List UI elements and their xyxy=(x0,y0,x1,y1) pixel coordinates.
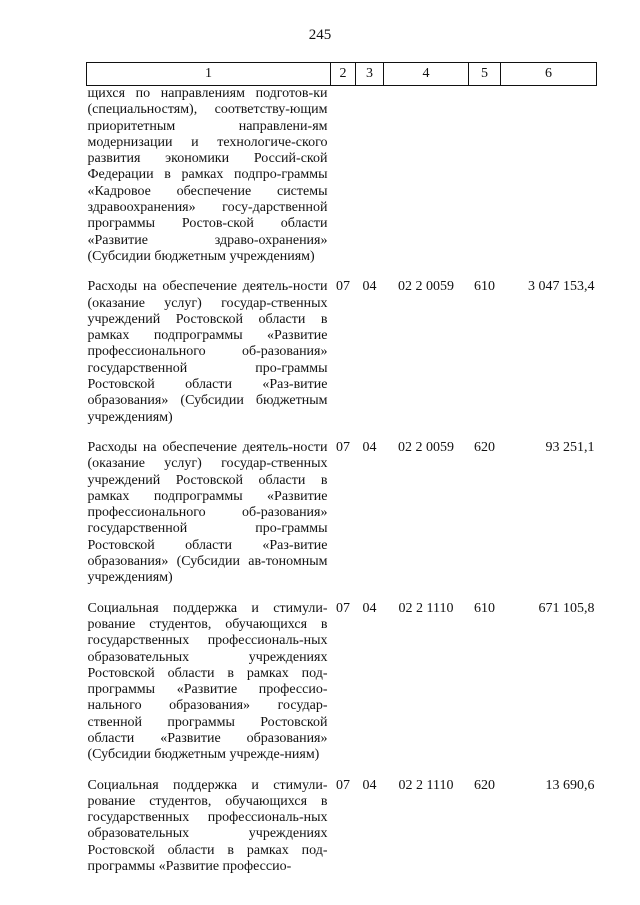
header-row xyxy=(87,63,597,86)
page-number: 245 xyxy=(308,27,332,43)
table-row xyxy=(87,265,597,426)
row-expense-type: 620 xyxy=(474,777,495,793)
table-row xyxy=(87,86,597,266)
row-description: Социальная поддержка и стимули-рование студентов, обучающихся в государственных профессиональ-ных образовательных учреждениях Ростовской области в рамках под-программы «Развитие профессио-нального образования» государ-ственной программы Ростовской области «Развитие образования» (Субсидии бюджетным учрежде-ниям) xyxy=(87,600,328,763)
row-description: Расходы на обеспечение деятель-ности (оказание услуг) государ-ственных учреждений Ростовской области в рамках подпрограммы «Развитие профессионального об-разования» государственной про-граммы Ростовской области «Раз-витие образования» (Субсидии бюджетным учреждениям) xyxy=(87,279,328,425)
row-description: щихся по направлениям подготов-ки (специальностям), соответству-ющим приоритетным направлени-ям модернизации и технологиче-ского развития экономики Россий-ской Федерации в рамках подпро-граммы «Кадровое обеспечение системы здравоохранения» госу-дарственной программы Ростов-ской области «Развитие здраво-охранения» (Субсидии бюджетным учреждениям) xyxy=(87,86,328,264)
row-section: 07 xyxy=(336,439,350,455)
row-amount: 93 251,1 xyxy=(545,439,595,455)
table-row xyxy=(87,426,597,587)
row-target-article: 02 2 1110 xyxy=(398,600,454,616)
row-target-article xyxy=(384,86,469,266)
row-subsection: 04 xyxy=(362,439,377,455)
row-description: Социальная поддержка и стимули-рование студентов, обучающихся в государственных профессиональ-ных образовательных учреждениях Ростовской области в рамках под-программы «Развитие профессио- xyxy=(87,777,328,875)
row-expense-type: 610 xyxy=(474,600,495,616)
row-subsection: 04 xyxy=(362,777,377,793)
column-header-amount: 6 xyxy=(501,63,597,86)
row-amount: 3 047 153,4 xyxy=(528,279,595,295)
row-section: 07 xyxy=(336,279,350,295)
row-section: 07 xyxy=(336,777,350,793)
row-subsection xyxy=(356,86,384,266)
row-expense-type: 610 xyxy=(474,279,495,295)
budget-table xyxy=(86,62,597,875)
row-amount xyxy=(501,86,597,266)
table-row xyxy=(87,764,597,876)
column-header-expense-type: 5 xyxy=(469,63,501,86)
row-amount: 13 690,6 xyxy=(545,777,595,793)
table-row xyxy=(87,587,597,764)
column-header-section: 2 xyxy=(331,63,356,86)
column-header-description: 1 xyxy=(87,63,331,86)
row-subsection: 04 xyxy=(362,600,377,616)
row-amount: 671 105,8 xyxy=(538,600,595,616)
row-target-article: 02 2 0059 xyxy=(398,439,454,455)
row-section xyxy=(331,86,356,266)
row-target-article: 02 2 0059 xyxy=(398,279,454,295)
row-target-article: 02 2 1110 xyxy=(398,777,454,793)
row-section: 07 xyxy=(336,600,350,616)
column-header-subsection: 3 xyxy=(356,63,384,86)
row-expense-type: 620 xyxy=(474,439,495,455)
column-header-target-article: 4 xyxy=(384,63,469,86)
row-subsection: 04 xyxy=(362,279,377,295)
row-expense-type xyxy=(469,86,501,266)
row-description: Расходы на обеспечение деятель-ности (оказание услуг) государ-ственных учреждений Ростовской области в рамках подпрограммы «Развитие профессионального об-разования» государственной про-граммы Ростовской области «Раз-витие образования» (Субсидии ав-тономным учреждениям) xyxy=(87,439,328,586)
